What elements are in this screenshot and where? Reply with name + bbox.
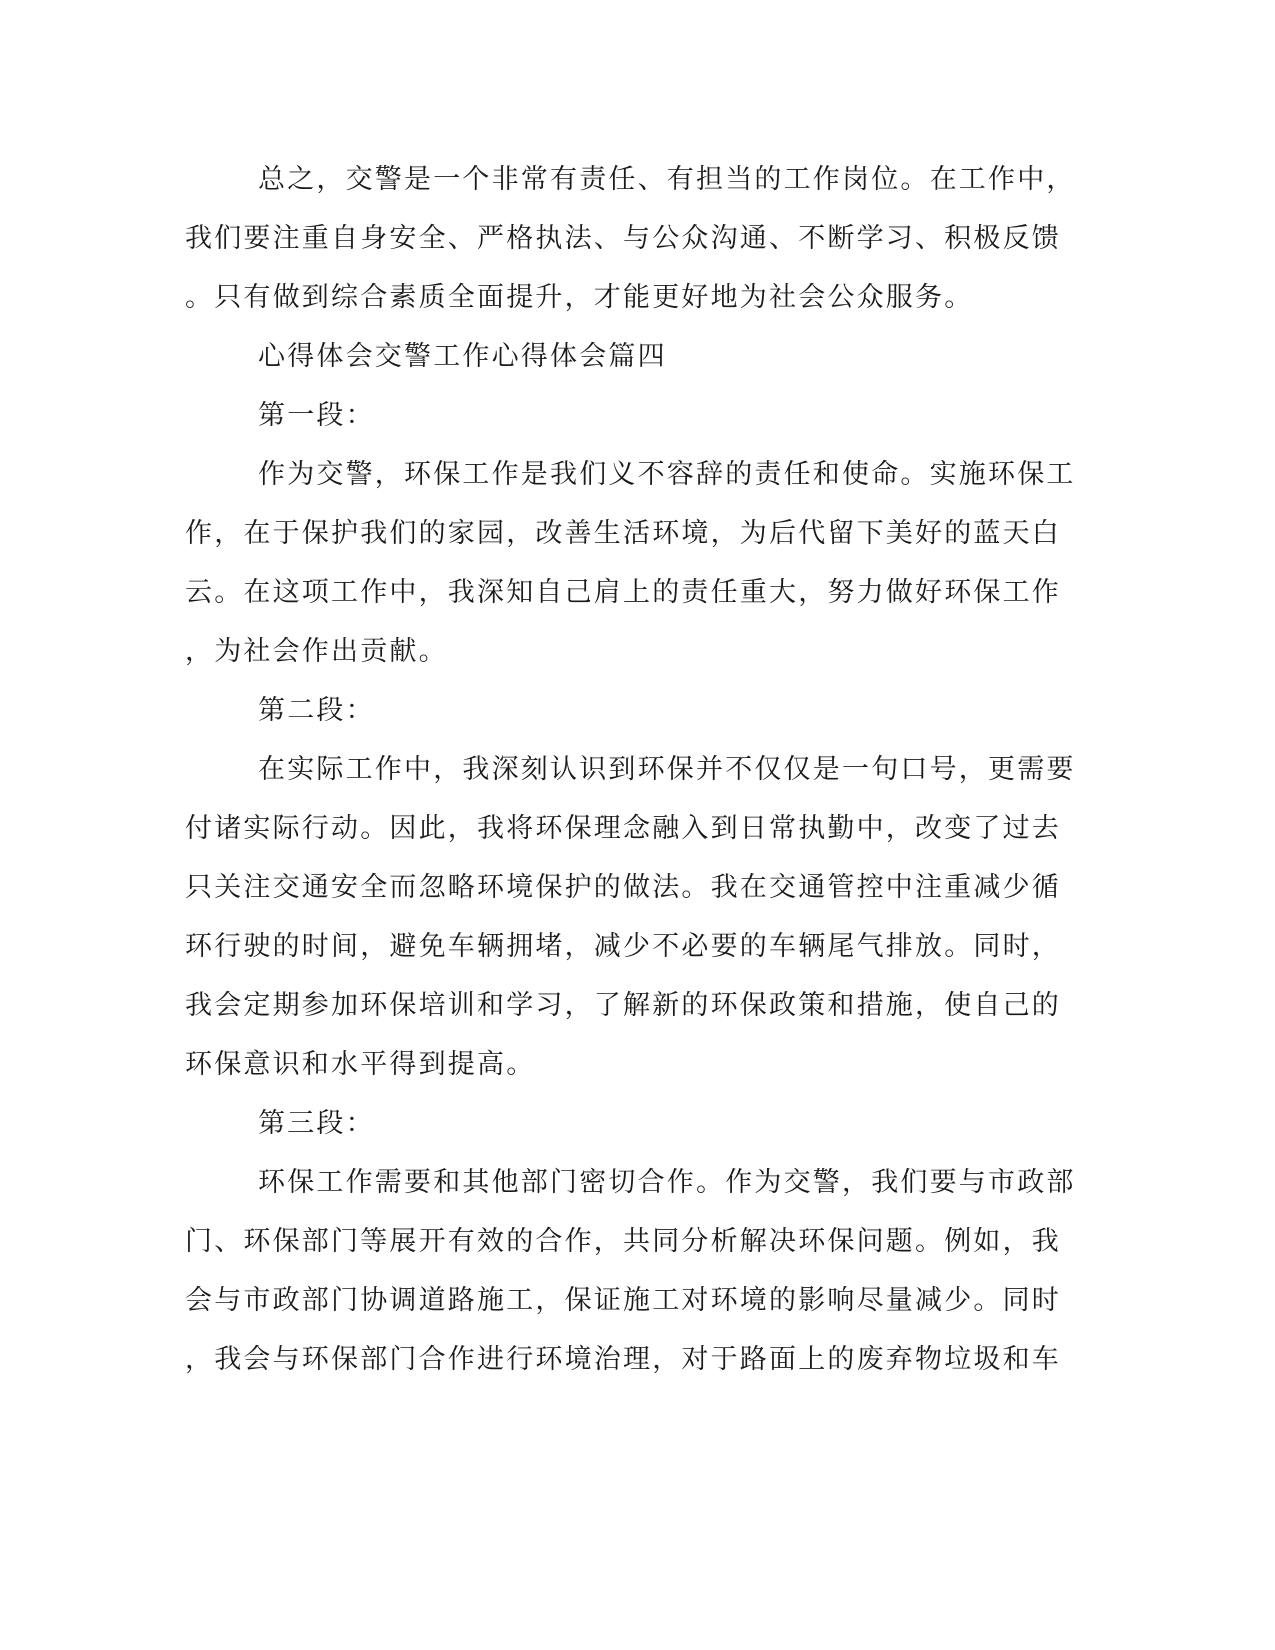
paragraph-line: 会与市政部门协调道路施工，保证施工对环境的影响尽量减少。同时 <box>185 1285 1061 1316</box>
paragraph-line: ，为社会作出贡献。 <box>185 636 448 667</box>
paragraph-line: 作为交警，环保工作是我们义不容辞的责任和使命。实施环保工 <box>258 459 1076 490</box>
paragraph-line: 环保工作需要和其他部门密切合作。作为交警，我们要与市政部 <box>258 1167 1076 1198</box>
paragraph-line: 环保意识和水平得到提高。 <box>185 1049 536 1080</box>
paragraph-line: 我们要注重自身安全、严格执法、与公众沟通、不断学习、积极反馈 <box>185 223 1061 254</box>
paragraph-line: 作，在于保护我们的家园，改善生活环境，为后代留下美好的蓝天白 <box>185 518 1061 549</box>
paragraph-line: ，我会与环保部门合作进行环境治理，对于路面上的废弃物垃圾和车 <box>185 1344 1061 1375</box>
paragraph-line: 云。在这项工作中，我深知自己肩上的责任重大，努力做好环保工作 <box>185 577 1061 608</box>
paragraph-line: 。只有做到综合素质全面提升，才能更好地为社会公众服务。 <box>185 282 974 313</box>
subsection-label: 第一段： <box>258 400 375 431</box>
paragraph-line: 总之，交警是一个非常有责任、有担当的工作岗位。在工作中， <box>258 164 1076 195</box>
paragraph-line: 付诸实际行动。因此，我将环保理念融入到日常执勤中，改变了过去 <box>185 813 1061 844</box>
paragraph-line: 门、环保部门等展开有效的合作，共同分析解决环保问题。例如，我 <box>185 1226 1061 1257</box>
paragraph-line: 只关注交通安全而忽略环境保护的做法。我在交通管控中注重减少循 <box>185 872 1061 903</box>
section-heading: 心得体会交警工作心得体会篇四 <box>258 341 667 372</box>
paragraph-line: 环行驶的时间，避免车辆拥堵，减少不必要的车辆尾气排放。同时， <box>185 931 1061 962</box>
subsection-label: 第三段： <box>258 1108 375 1139</box>
paragraph-line: 我会定期参加环保培训和学习，了解新的环保政策和措施，使自己的 <box>185 990 1061 1021</box>
paragraph-line: 在实际工作中，我深刻认识到环保并不仅仅是一句口号，更需要 <box>258 754 1076 785</box>
subsection-label: 第二段： <box>258 695 375 726</box>
